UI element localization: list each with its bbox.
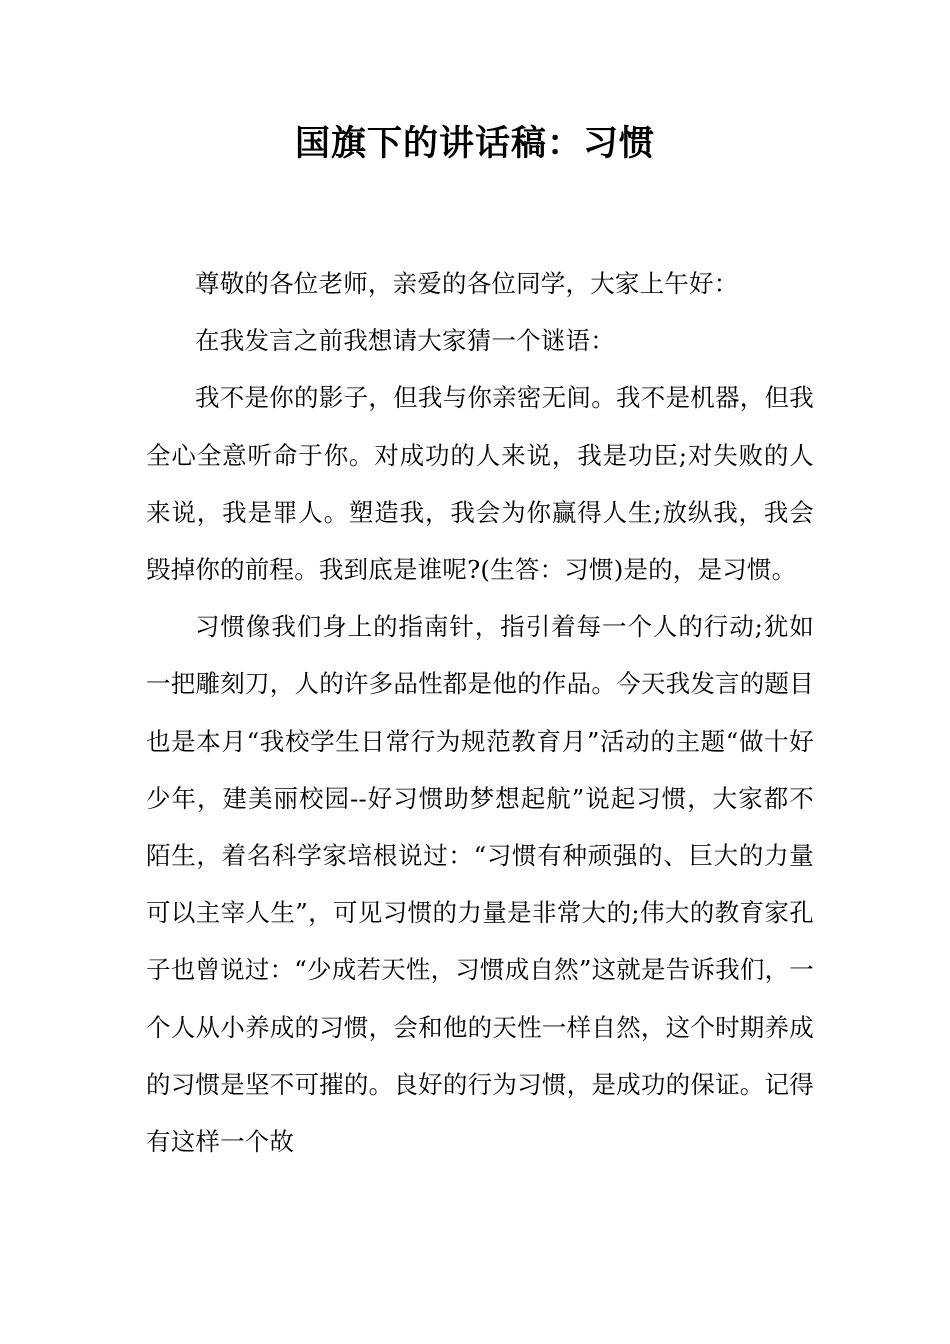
paragraph-habit: 习惯像我们身上的指南针，指引着每一个人的行动;犹如一把雕刻刀，人的许多品性都是他的作品。今天我发言的题目也是本月“我校学生日常行为规范教育月”活动的主题“做十好少年，建美丽校园--好习惯助梦想起航”说起习惯，大家都不陌生，着名科学家培根说过：“习惯有种顽强的、巨大的力量可以主宰人生”，可见习惯的力量是非常大的;伟大的教育家孔子也曾说过：“少成若天性，习惯成自然”这就是告诉我们，一个人从小养成的习惯，会和他的天性一样自然，这个时期养成的习惯是坚不可摧的。良好的行为习惯，是成功的保证。记得有这样一个故 <box>146 612 814 1157</box>
document-title: 国旗下的讲话稿：习惯 <box>294 124 655 164</box>
paragraph-greeting: 尊敬的各位老师，亲爱的各位同学，大家上午好： <box>195 269 739 298</box>
document-body <box>146 255 814 1170</box>
paragraph-riddle-intro: 在我发言之前我想请大家猜一个谜语： <box>195 326 615 356</box>
paragraph-riddle: 我不是你的影子，但我与你亲密无间。我不是机器，但我全心全意听命于你。对成功的人来说，我是功臣;对失败的人来说，我是罪人。塑造我，我会为你赢得人生;放纵我，我会毁掉你的前程。我到底是谁呢?(生答：习惯)是的，是习惯。 <box>146 383 814 585</box>
